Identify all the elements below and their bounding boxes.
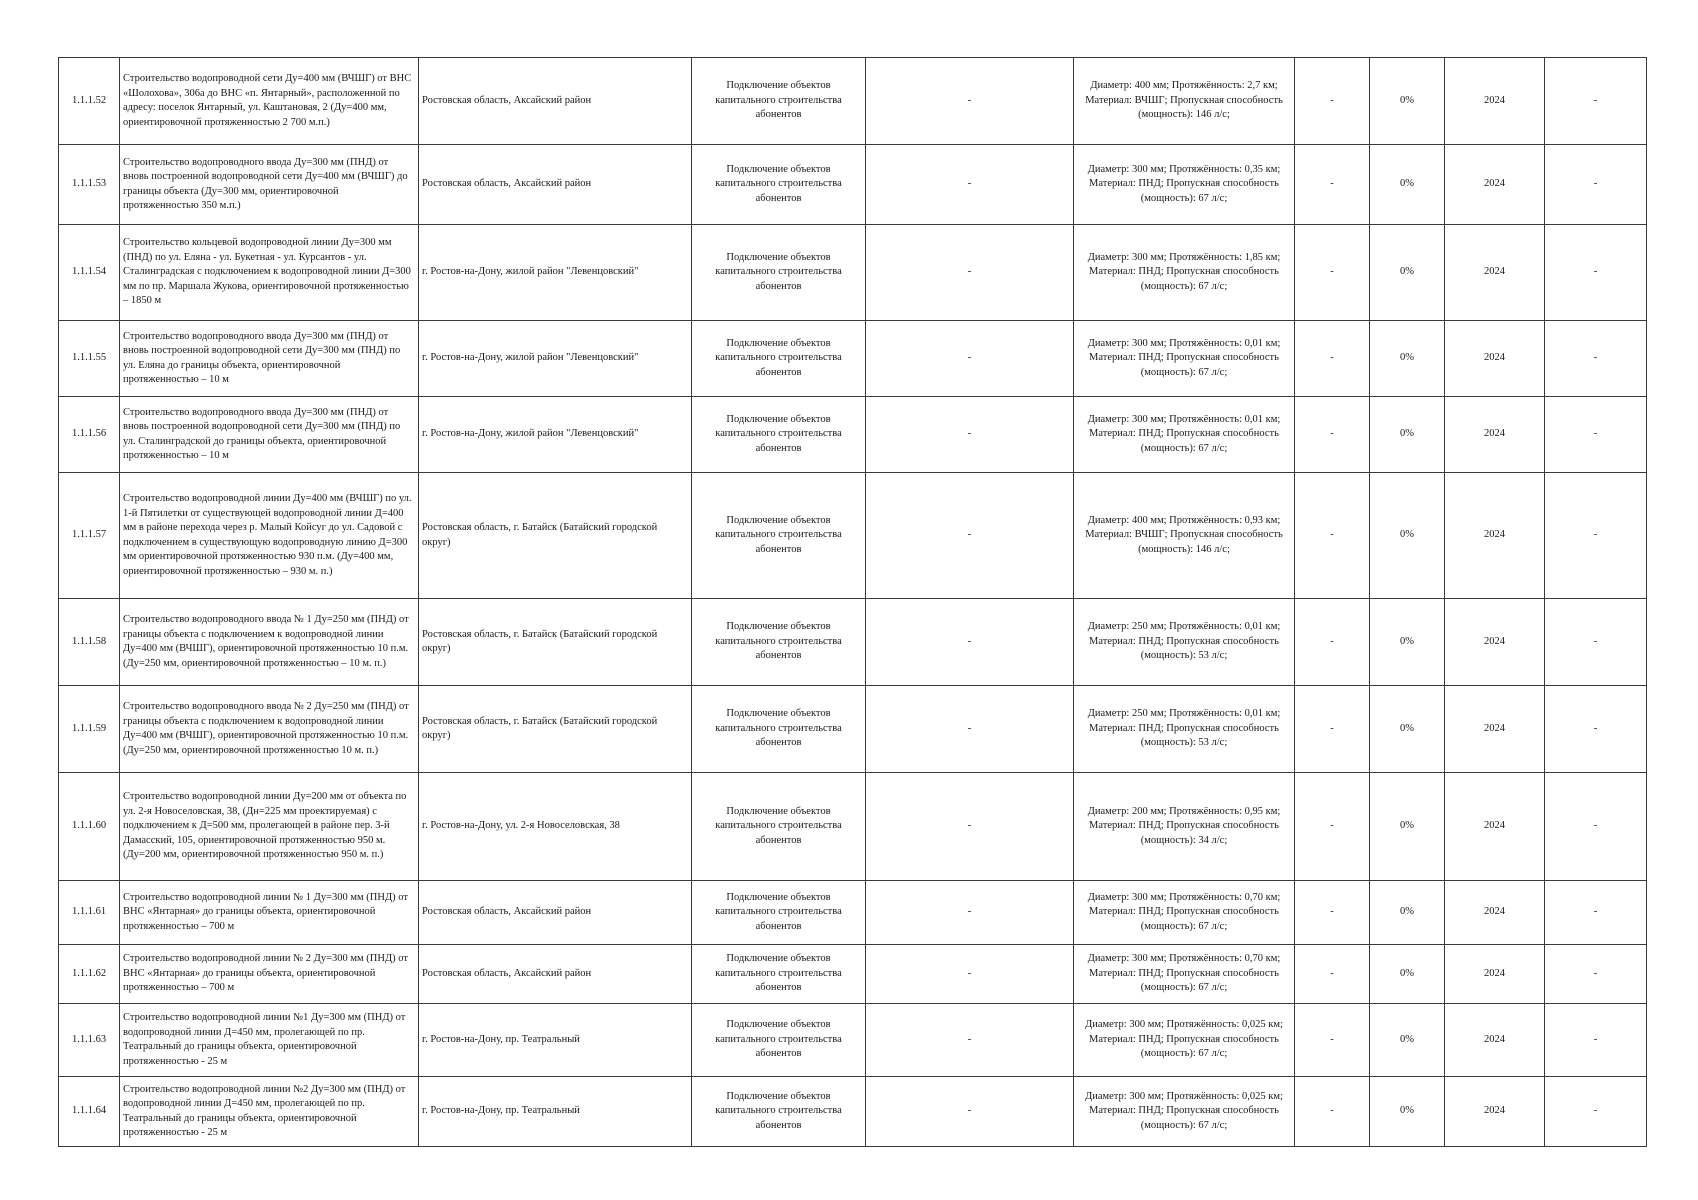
- empty-value-cell: -: [866, 686, 1074, 773]
- value-b-cell: -: [1545, 1077, 1647, 1147]
- goal-cell: Подключение объектов капитального строительства абонентов: [692, 225, 866, 321]
- year-cell: 2024: [1445, 1004, 1545, 1077]
- percent-cell: 0%: [1370, 945, 1445, 1004]
- value-a-cell: -: [1295, 1077, 1370, 1147]
- row-number-cell: 1.1.1.57: [59, 473, 120, 599]
- technical-spec-cell: Диаметр: 250 мм; Протяжённость: 0,01 км; Материал: ПНД; Пропускная способность (мощность): 53 л/с;: [1074, 686, 1295, 773]
- technical-spec-cell: Диаметр: 200 мм; Протяжённость: 0,95 км; Материал: ПНД; Пропускная способность (мощность): 34 л/с;: [1074, 773, 1295, 881]
- table-row: [59, 225, 1647, 321]
- value-b-cell: -: [1545, 225, 1647, 321]
- value-a-cell: -: [1295, 1004, 1370, 1077]
- technical-spec-cell: Диаметр: 300 мм; Протяжённость: 1,85 км; Материал: ПНД; Пропускная способность (мощность): 67 л/с;: [1074, 225, 1295, 321]
- value-a-cell: -: [1295, 321, 1370, 397]
- row-number-cell: 1.1.1.55: [59, 321, 120, 397]
- technical-spec-cell: Диаметр: 300 мм; Протяжённость: 0,70 км; Материал: ПНД; Пропускная способность (мощность): 67 л/с;: [1074, 945, 1295, 1004]
- table-row: [59, 1004, 1647, 1077]
- location-cell: Ростовская область, г. Батайск (Батайский городской округ): [419, 473, 692, 599]
- object-name-cell: Строительство водопроводного ввода № 2 Ду=250 мм (ПНД) от границы объекта с подключением к водопроводной линии Ду=400 мм (ВЧШГ), ориентировочной протяженностью 10 п.м. (Ду=250 мм, ориентировочной протяженностью 10 м. п.): [120, 686, 419, 773]
- value-a-cell: -: [1295, 773, 1370, 881]
- value-a-cell: -: [1295, 225, 1370, 321]
- empty-value-cell: -: [866, 321, 1074, 397]
- empty-value-cell: -: [866, 945, 1074, 1004]
- empty-value-cell: -: [866, 58, 1074, 145]
- percent-cell: 0%: [1370, 321, 1445, 397]
- percent-cell: 0%: [1370, 145, 1445, 225]
- percent-cell: 0%: [1370, 773, 1445, 881]
- technical-spec-cell: Диаметр: 300 мм; Протяжённость: 0,35 км; Материал: ПНД; Пропускная способность (мощность): 67 л/с;: [1074, 145, 1295, 225]
- goal-cell: Подключение объектов капитального строительства абонентов: [692, 397, 866, 473]
- goal-cell: Подключение объектов капитального строительства абонентов: [692, 145, 866, 225]
- object-name-cell: Строительство водопроводной линии №1 Ду=300 мм (ПНД) от водопроводной линии Д=450 мм, пролегающей по пр. Театральный до границы объекта, ориентировочной протяженностью - 25 м: [120, 1004, 419, 1077]
- value-a-cell: -: [1295, 58, 1370, 145]
- location-cell: г. Ростов-на-Дону, жилой район "Левенцовский": [419, 321, 692, 397]
- object-name-cell: Строительство водопроводной сети Ду=400 мм (ВЧШГ) от ВНС «Шолохова», 306а до ВНС «п. Янтарный», расположенной по адресу: поселок Янтарный, ул. Каштановая, 2 (Ду=400 мм, ориентировочной протяженностью 2 700 м.п.): [120, 58, 419, 145]
- value-a-cell: -: [1295, 881, 1370, 945]
- object-name-cell: Строительство водопроводной линии Ду=200 мм от объекта по ул. 2-я Новоселовская, 38, (Дн=225 мм проектируемая) с подключением к Д=500 мм, пролегающей в районе пер. 3-й Дамасский, 105, ориентировочной протяженностью 950 м. (Ду=200 мм, ориентировочной протяженностью 950 м. п.): [120, 773, 419, 881]
- value-a-cell: -: [1295, 686, 1370, 773]
- object-name-cell: Строительство водопроводной линии №2 Ду=300 мм (ПНД) от водопроводной линии Д=450 мм, пролегающей по пр. Театральный до границы объекта, ориентировочной протяженностью - 25 м: [120, 1077, 419, 1147]
- technical-spec-cell: Диаметр: 300 мм; Протяжённость: 0,025 км; Материал: ПНД; Пропускная способность (мощность): 67 л/с;: [1074, 1004, 1295, 1077]
- row-number-cell: 1.1.1.53: [59, 145, 120, 225]
- percent-cell: 0%: [1370, 397, 1445, 473]
- percent-cell: 0%: [1370, 686, 1445, 773]
- empty-value-cell: -: [866, 397, 1074, 473]
- empty-value-cell: -: [866, 473, 1074, 599]
- year-cell: 2024: [1445, 686, 1545, 773]
- row-number-cell: 1.1.1.52: [59, 58, 120, 145]
- goal-cell: Подключение объектов капитального строительства абонентов: [692, 599, 866, 686]
- empty-value-cell: -: [866, 599, 1074, 686]
- value-b-cell: -: [1545, 321, 1647, 397]
- row-number-cell: 1.1.1.59: [59, 686, 120, 773]
- empty-value-cell: -: [866, 1004, 1074, 1077]
- object-name-cell: Строительство водопроводного ввода Ду=300 мм (ПНД) от вновь построенной водопроводной сети Ду=400 мм (ВЧШГ) до границы объекта (Ду=300 мм, ориентировочной протяженностью 350 м.п.): [120, 145, 419, 225]
- goal-cell: Подключение объектов капитального строительства абонентов: [692, 473, 866, 599]
- value-b-cell: -: [1545, 945, 1647, 1004]
- percent-cell: 0%: [1370, 225, 1445, 321]
- table-row: [59, 881, 1647, 945]
- year-cell: 2024: [1445, 58, 1545, 145]
- location-cell: Ростовская область, г. Батайск (Батайский городской округ): [419, 686, 692, 773]
- percent-cell: 0%: [1370, 1077, 1445, 1147]
- year-cell: 2024: [1445, 881, 1545, 945]
- percent-cell: 0%: [1370, 599, 1445, 686]
- row-number-cell: 1.1.1.63: [59, 1004, 120, 1077]
- technical-spec-cell: Диаметр: 250 мм; Протяжённость: 0,01 км; Материал: ПНД; Пропускная способность (мощность): 53 л/с;: [1074, 599, 1295, 686]
- row-number-cell: 1.1.1.60: [59, 773, 120, 881]
- location-cell: Ростовская область, Аксайский район: [419, 145, 692, 225]
- year-cell: 2024: [1445, 773, 1545, 881]
- object-name-cell: Строительство водопроводного ввода Ду=300 мм (ПНД) от вновь построенной водопроводной сети Ду=300 мм (ПНД) по ул. Еляна до границы объекта, ориентировочной протяженностью – 10 м: [120, 321, 419, 397]
- table-row: [59, 1077, 1647, 1147]
- technical-spec-cell: Диаметр: 400 мм; Протяжённость: 2,7 км; Материал: ВЧШГ; Пропускная способность (мощность): 146 л/с;: [1074, 58, 1295, 145]
- value-b-cell: -: [1545, 881, 1647, 945]
- technical-spec-cell: Диаметр: 400 мм; Протяжённость: 0,93 км; Материал: ВЧШГ; Пропускная способность (мощность): 146 л/с;: [1074, 473, 1295, 599]
- year-cell: 2024: [1445, 1077, 1545, 1147]
- object-name-cell: Строительство водопроводного ввода № 1 Ду=250 мм (ПНД) от границы объекта с подключением к водопроводной линии Ду=400 мм (ВЧШГ), ориентировочной протяженностью 10 п.м. (Ду=250 мм, ориентировочной протяженностью – 10 м. п.): [120, 599, 419, 686]
- table-row: [59, 686, 1647, 773]
- year-cell: 2024: [1445, 473, 1545, 599]
- object-name-cell: Строительство водопроводного ввода Ду=300 мм (ПНД) от вновь построенной водопроводной сети Ду=300 мм (ПНД) по ул. Сталинградской до границы объекта, ориентировочной протяженностью – 10 м: [120, 397, 419, 473]
- empty-value-cell: -: [866, 1077, 1074, 1147]
- value-b-cell: -: [1545, 773, 1647, 881]
- table-row: [59, 397, 1647, 473]
- goal-cell: Подключение объектов капитального строительства абонентов: [692, 321, 866, 397]
- goal-cell: Подключение объектов капитального строительства абонентов: [692, 773, 866, 881]
- value-b-cell: -: [1545, 397, 1647, 473]
- value-b-cell: -: [1545, 58, 1647, 145]
- row-number-cell: 1.1.1.58: [59, 599, 120, 686]
- year-cell: 2024: [1445, 145, 1545, 225]
- table-row: [59, 773, 1647, 881]
- table-body: [59, 58, 1647, 1147]
- goal-cell: Подключение объектов капитального строительства абонентов: [692, 881, 866, 945]
- table-row: [59, 599, 1647, 686]
- object-name-cell: Строительство водопроводной линии № 2 Ду=300 мм (ПНД) от ВНС «Янтарная» до границы объекта, ориентировочной протяженностью – 700 м: [120, 945, 419, 1004]
- value-b-cell: -: [1545, 1004, 1647, 1077]
- technical-spec-cell: Диаметр: 300 мм; Протяжённость: 0,01 км; Материал: ПНД; Пропускная способность (мощность): 67 л/с;: [1074, 397, 1295, 473]
- empty-value-cell: -: [866, 145, 1074, 225]
- year-cell: 2024: [1445, 945, 1545, 1004]
- value-b-cell: -: [1545, 686, 1647, 773]
- row-number-cell: 1.1.1.61: [59, 881, 120, 945]
- value-b-cell: -: [1545, 599, 1647, 686]
- year-cell: 2024: [1445, 225, 1545, 321]
- year-cell: 2024: [1445, 599, 1545, 686]
- table-row: [59, 58, 1647, 145]
- row-number-cell: 1.1.1.62: [59, 945, 120, 1004]
- value-a-cell: -: [1295, 945, 1370, 1004]
- empty-value-cell: -: [866, 881, 1074, 945]
- empty-value-cell: -: [866, 773, 1074, 881]
- goal-cell: Подключение объектов капитального строительства абонентов: [692, 1077, 866, 1147]
- year-cell: 2024: [1445, 321, 1545, 397]
- location-cell: г. Ростов-на-Дону, пр. Театральный: [419, 1004, 692, 1077]
- year-cell: 2024: [1445, 397, 1545, 473]
- location-cell: Ростовская область, Аксайский район: [419, 945, 692, 1004]
- row-number-cell: 1.1.1.56: [59, 397, 120, 473]
- goal-cell: Подключение объектов капитального строительства абонентов: [692, 58, 866, 145]
- empty-value-cell: -: [866, 225, 1074, 321]
- object-name-cell: Строительство водопроводной линии Ду=400 мм (ВЧШГ) по ул. 1-й Пятилетки от существующей водопроводной линии Д=400 мм в районе перехода через р. Малый Койсуг до ул. Садовой с подключением в существующую водопроводную линию Д=300 мм ориентировочной протяженностью 930 п.м. (Ду=400 мм, ориентировочной протяженностью – 930 м. п.): [120, 473, 419, 599]
- location-cell: г. Ростов-на-Дону, пр. Театральный: [419, 1077, 692, 1147]
- value-a-cell: -: [1295, 599, 1370, 686]
- goal-cell: Подключение объектов капитального строительства абонентов: [692, 686, 866, 773]
- location-cell: г. Ростов-на-Дону, жилой район "Левенцовский": [419, 225, 692, 321]
- table-row: [59, 945, 1647, 1004]
- value-a-cell: -: [1295, 397, 1370, 473]
- table-row: [59, 473, 1647, 599]
- object-name-cell: Строительство кольцевой водопроводной линии Ду=300 мм (ПНД) по ул. Еляна - ул. Букетная - ул. Курсантов - ул. Сталинградская с подключением к водопроводной линии Д=300 мм по пр. Маршала Жукова, ориентировочной протяженностью – 1850 м: [120, 225, 419, 321]
- goal-cell: Подключение объектов капитального строительства абонентов: [692, 945, 866, 1004]
- technical-spec-cell: Диаметр: 300 мм; Протяжённость: 0,01 км; Материал: ПНД; Пропускная способность (мощность): 67 л/с;: [1074, 321, 1295, 397]
- table-row: [59, 145, 1647, 225]
- location-cell: г. Ростов-на-Дону, жилой район "Левенцовский": [419, 397, 692, 473]
- percent-cell: 0%: [1370, 881, 1445, 945]
- location-cell: г. Ростов-на-Дону, ул. 2-я Новоселовская, 38: [419, 773, 692, 881]
- percent-cell: 0%: [1370, 1004, 1445, 1077]
- technical-spec-cell: Диаметр: 300 мм; Протяжённость: 0,70 км; Материал: ПНД; Пропускная способность (мощность): 67 л/с;: [1074, 881, 1295, 945]
- value-a-cell: -: [1295, 145, 1370, 225]
- technical-spec-cell: Диаметр: 300 мм; Протяжённость: 0,025 км; Материал: ПНД; Пропускная способность (мощность): 67 л/с;: [1074, 1077, 1295, 1147]
- value-b-cell: -: [1545, 473, 1647, 599]
- row-number-cell: 1.1.1.54: [59, 225, 120, 321]
- percent-cell: 0%: [1370, 58, 1445, 145]
- location-cell: Ростовская область, Аксайский район: [419, 881, 692, 945]
- value-a-cell: -: [1295, 473, 1370, 599]
- investment-program-table: [58, 57, 1647, 1147]
- row-number-cell: 1.1.1.64: [59, 1077, 120, 1147]
- table-row: [59, 321, 1647, 397]
- goal-cell: Подключение объектов капитального строительства абонентов: [692, 1004, 866, 1077]
- percent-cell: 0%: [1370, 473, 1445, 599]
- object-name-cell: Строительство водопроводной линии № 1 Ду=300 мм (ПНД) от ВНС «Янтарная» до границы объекта, ориентировочной протяженностью – 700 м: [120, 881, 419, 945]
- location-cell: Ростовская область, г. Батайск (Батайский городской округ): [419, 599, 692, 686]
- value-b-cell: -: [1545, 145, 1647, 225]
- location-cell: Ростовская область, Аксайский район: [419, 58, 692, 145]
